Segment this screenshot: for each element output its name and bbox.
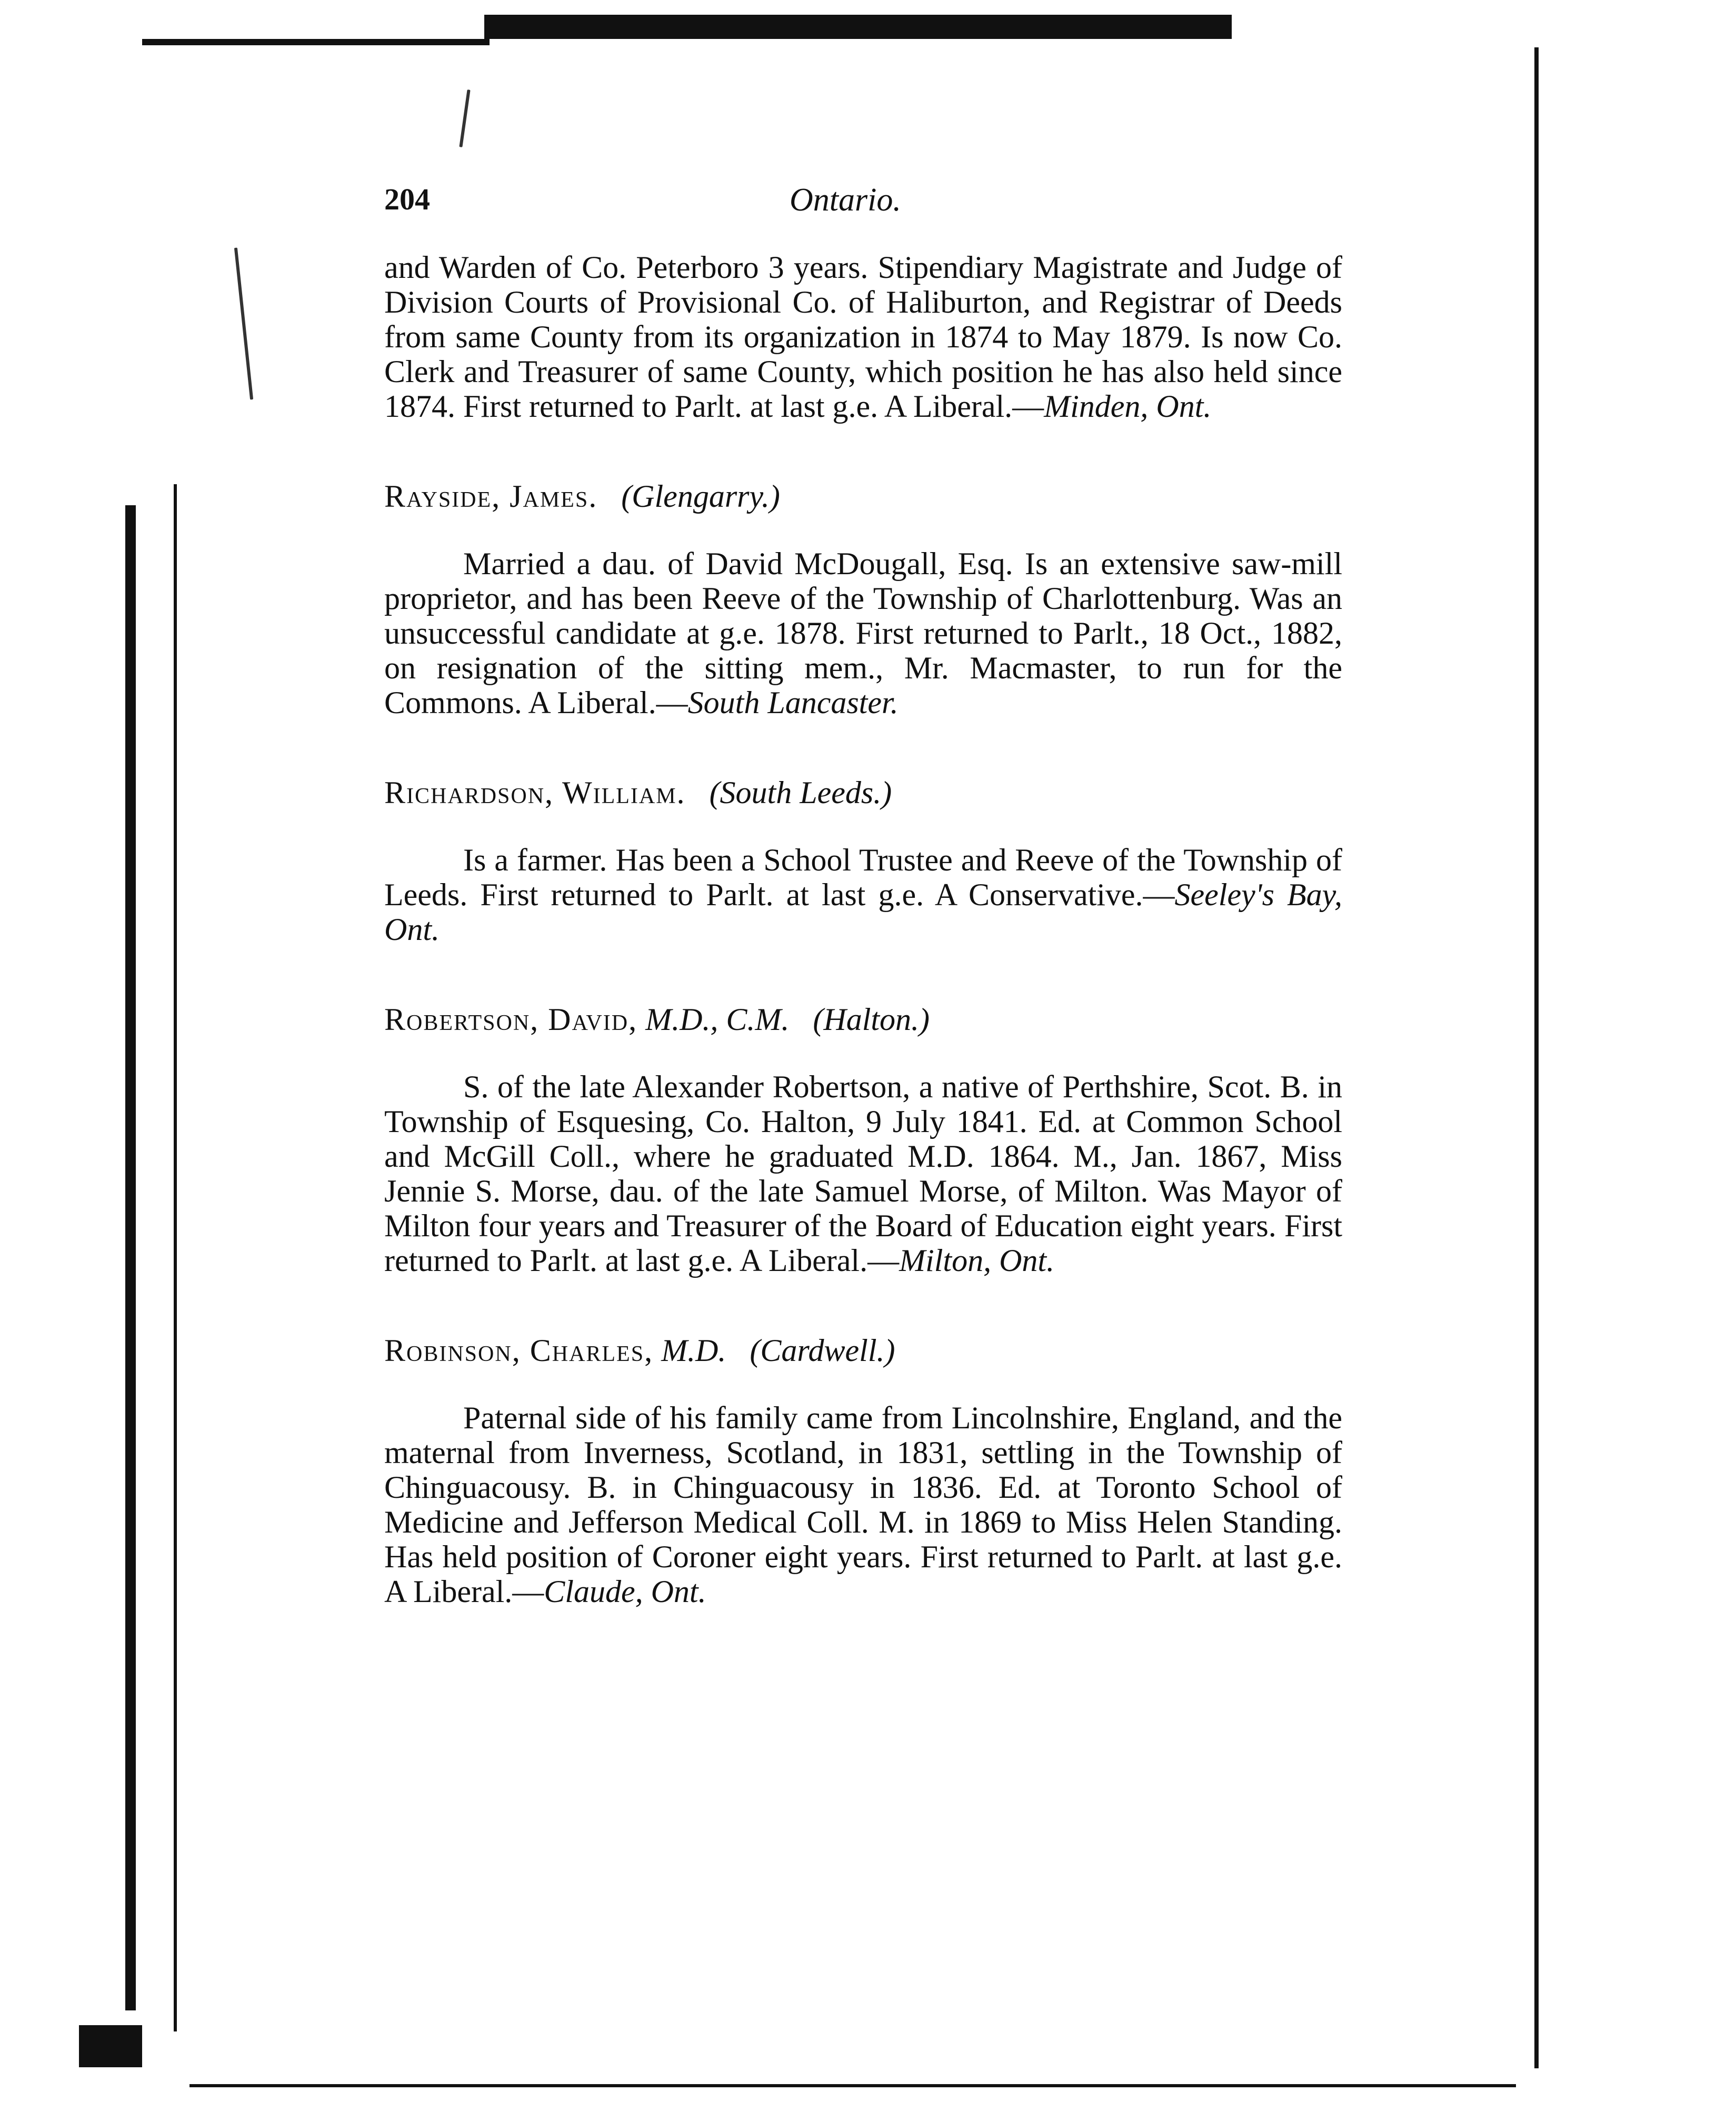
entry-text [384,546,1342,720]
entry-text [384,1069,1342,1278]
entry-degrees: M.D. [661,1333,726,1368]
entry-name: Richardson, William. [384,775,686,810]
entry-name: Robertson, David, [384,1002,638,1037]
entry-robinson [384,1333,1342,1609]
entry-address: South Lancaster. [687,685,899,720]
entry-text [384,1400,1342,1609]
bottom-scan-rule [189,2084,1516,2087]
entry-constituency: (Cardwell.) [750,1333,895,1368]
entry-text [384,843,1342,947]
entry-heading [384,1333,1342,1368]
pencil-mark [459,89,470,147]
entry-heading [384,1002,1342,1037]
page-header [384,182,1363,229]
bottom-left-block [79,2025,142,2067]
entry-name: Rayside, James. [384,479,598,514]
entry-address: Milton, Ont. [899,1243,1055,1278]
top-scan-bar [484,15,1232,39]
right-scan-rule [1534,47,1539,2068]
entry-rayside [384,479,1342,720]
entry-heading [384,479,1342,514]
entry-robertson [384,1002,1342,1278]
page-number: 204 [384,182,430,216]
intro-text: and Warden of Co. Peterboro 3 years. Stipendiary Magistrate and Judge of Division Courts of Provisional Co. of Haliburton, and Registrar of Deeds from same County from its organization in 1874 to May 1879. Is now Co. Clerk and Treasurer of same County, which position he has also held since 1874. First returned to Parlt. at last g.e. A Liberal.— [384,250,1342,424]
running-head: Ontario. [790,182,901,218]
entry-heading [384,775,1342,810]
top-scan-rule [142,39,490,45]
entry-bio: Married a dau. of David McDougall, Esq. Is an extensive saw-mill proprietor, and has been Reeve of the Township of Charlottenburg. Was an unsuccessful candidate at g.e. 1878. First returned to Parlt., 18 Oct., 1882, on resignation of the sitting mem., Mr. Macmaster, to run for the Commons. A Liberal.— [384,546,1342,720]
pencil-bracket [234,247,253,399]
intro-paragraph [384,250,1342,424]
left-scan-rule [174,484,177,2031]
entry-constituency: (Halton.) [813,1002,930,1037]
entry-bio: S. of the late Alexander Robertson, a native of Perthshire, Scot. B. in Township of Esquesing, Co. Halton, 9 July 1841. Ed. at Common School and McGill Coll., where he graduated M.D. 1864. M., Jan. 1867, Miss Jennie S. Morse, dau. of the late Samuel Morse, of Milton. Was Mayor of Milton four years and Treasurer of the Board of Education eight years. First returned to Parlt. at last g.e. A Liberal.— [384,1069,1342,1278]
entry-bio: Paternal side of his family came from Lincolnshire, England, and the maternal from Inverness, Scotland, in 1831, settling in the Township of Chinguacousy. B. in Chinguacousy in 1836. Ed. at Toronto School of Medicine and Jefferson Medical Coll. M. in 1869 to Miss Helen Standing. Has held position of Coroner eight years. First returned to Parlt. at last g.e. A Liberal.— [384,1400,1342,1609]
entry-richardson [384,775,1342,947]
left-scan-bar [125,505,136,2010]
entry-name: Robinson, Charles, [384,1333,654,1368]
entry-address: Seeley's Bay, Ont. [384,877,1342,947]
entry-constituency: (South Leeds.) [709,775,892,810]
entry-bio: Is a farmer. Has been a School Trustee and Reeve of the Township of Leeds. First returned to Parlt. at last g.e. A Conservative.— [384,843,1342,912]
intro-address: Minden, Ont. [1044,389,1212,424]
entry-address: Claude, Ont. [544,1574,706,1609]
entry-degrees: M.D., C.M. [645,1002,790,1037]
entry-constituency: (Glengarry.) [621,479,780,514]
page-body [384,250,1342,1609]
